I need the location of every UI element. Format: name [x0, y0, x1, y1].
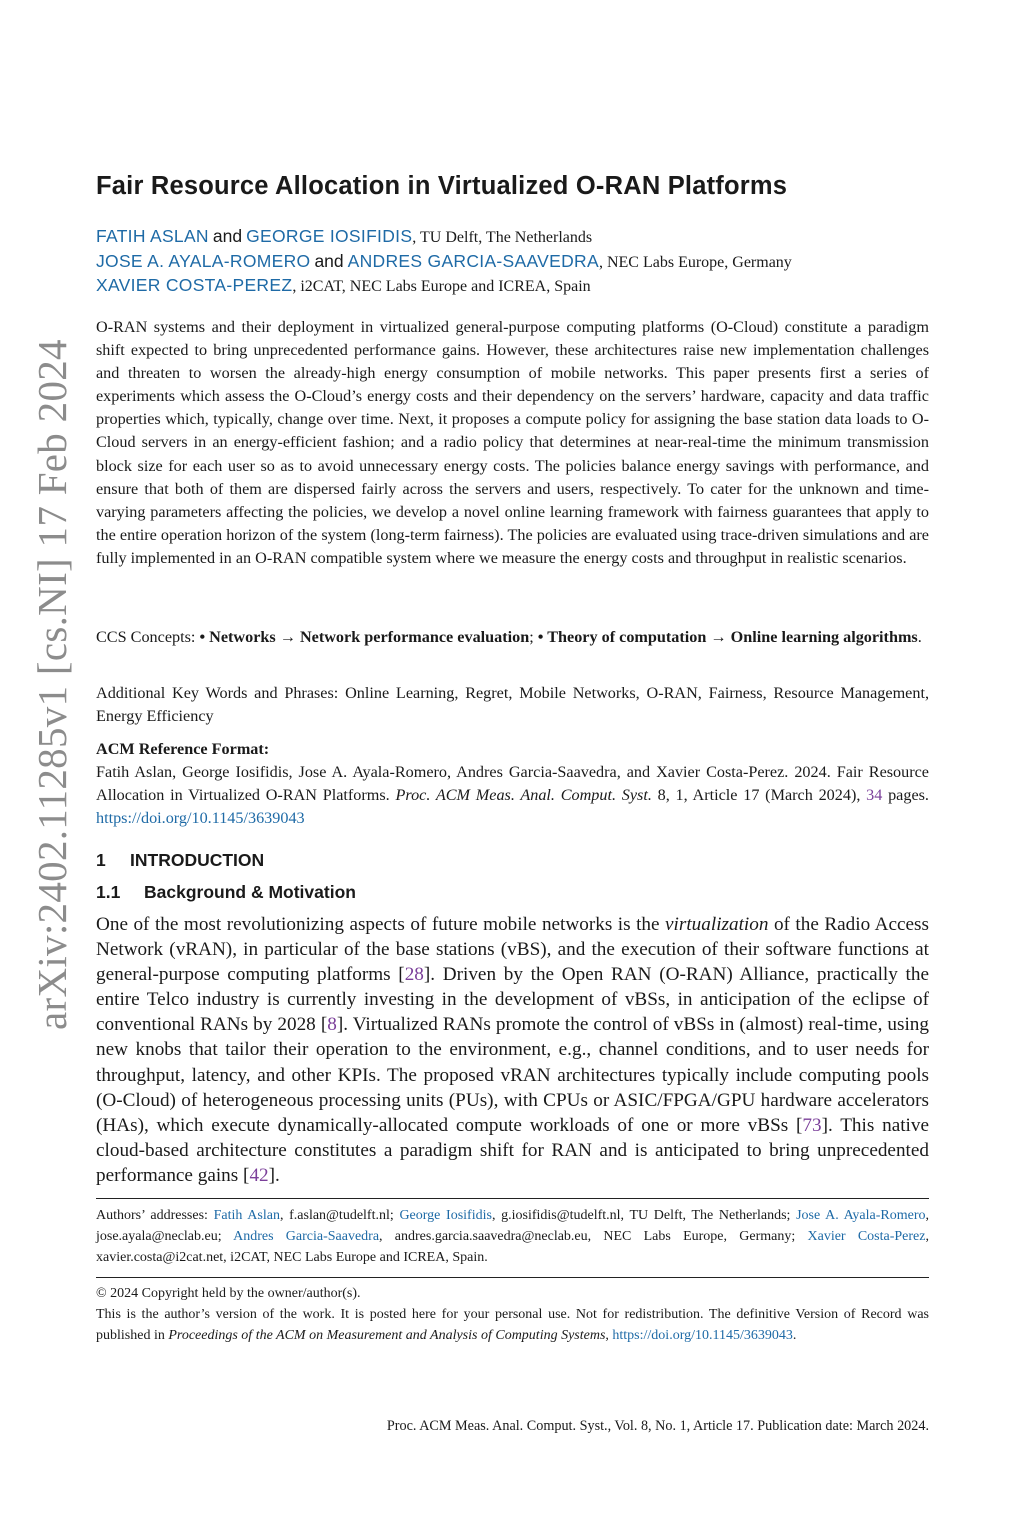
author-and: and [212, 226, 243, 246]
acm-reference-venue: Proc. ACM Meas. Anal. Comput. Syst. [395, 786, 652, 805]
ccs-concepts [96, 626, 929, 649]
ccs-item: • Theory of computation → Online learning algorithms [537, 628, 918, 646]
citation-link[interactable]: 73 [802, 1114, 822, 1136]
author-name-link[interactable]: JOSE A. AYALA-ROMERO [96, 250, 311, 271]
ccs-item: • Networks → Network performance evaluation [199, 628, 530, 646]
author-name-link[interactable]: GEORGE IOSIFIDIS [246, 226, 413, 246]
copyright-line: © 2024 Copyright held by the owner/author(s). [96, 1286, 361, 1301]
author-affiliation: , TU Delft, The Netherlands [412, 229, 593, 246]
address-text: , f.aslan@tudelft.nl; [279, 1208, 400, 1223]
section-number: 1 [96, 850, 106, 870]
citation-link[interactable]: 8 [327, 1014, 337, 1036]
author-address-link[interactable]: Fatih Aslan [213, 1208, 280, 1223]
intro-text: ]. Driven by the Open RAN (O-RAN) Alliance, practically the entire Telco industry is currently investing in the development of vBSs, in anticipation of the eclipse of conventional RANs by 2028 [ [96, 964, 929, 1036]
copyright-text: . [792, 1328, 797, 1343]
subsection-title: Background & Motivation [144, 882, 356, 902]
doi-link[interactable]: https://doi.org/10.1145/3639043 [612, 1328, 793, 1343]
abstract: O-RAN systems and their deployment in virtualized general-purpose computing platforms (O-Cloud) constitute a paradigm shift expected to bring unprecedented performance gains. However, these architectures raise new implementation challenges and threaten to worsen the already-high energy consumption of mobile networks. This paper presents first a series of experiments which assess the O-Cloud’s energy costs and their dependency on the servers’ hardware, capacity and data traffic properties which, typically, change over time. Next, it proposes a compute policy for assigning the base station data loads to O-Cloud servers in an energy-efficient fashion; and a radio policy that determines at near-real-time the minimum transmission block size for each user so as to avoid unnecessary energy costs. The policies balance energy savings with performance, and ensure that both of them are dispersed fairly across the servers and users, respectively. To cater for the unknown and time-varying parameters affecting the policies, we develop a novel online learning framework with fairness guarantees that apply to the entire operation horizon of the system (long-term fairness). The policies are evaluated using trace-driven simulations and are fully implemented in an O-RAN compatible system where we measure the energy costs and throughput in realistic scenarios. [96, 318, 929, 567]
ccs-separator: ; [529, 628, 538, 646]
copyright-notice [96, 1304, 929, 1346]
intro-paragraph [96, 912, 929, 1188]
author-line-3 [96, 273, 929, 298]
intro-text: ]. Virtualized RANs promote the control of vBSs in (almost) real-time, using new knobs that tailor their operation to the environment, e.g., channel conditions, and to user needs for throughput, latency, and other KPIs. The proposed vRAN architectures typically include computing pools (O-Cloud) of heterogeneous processing units (PUs), with CPUs or ASIC/FPGA/GPU hardware accelerators (HAs), which execute dynamically-allocated compute workloads of one or more vBSs [ [96, 1014, 929, 1136]
copyright-text: This is the author’s version of the work. It is posted here for your personal use. Not for redistribution. The definitive Version of Record was published in [96, 1307, 929, 1343]
page-footer: Proc. ACM Meas. Anal. Comput. Syst., Vol. 8, No. 1, Article 17. Publication date: March 2024. [386, 1418, 929, 1434]
authors-addresses [96, 1205, 929, 1268]
acm-reference-text: Fatih Aslan, George Iosifidis, Jose A. Ayala-Romero, Andres Garcia-Saavedra, and Xavier Costa-Perez. 2024. Fair Resource Allocation in Virtualized O-RAN Platforms. [96, 763, 929, 805]
paper-title: Fair Resource Allocation in Virtualized O-RAN Platforms [96, 172, 788, 200]
citation-link[interactable]: 42 [249, 1164, 269, 1186]
journal-name: Proceedings of the ACM on Measurement and Analysis of Computing Systems [168, 1328, 606, 1343]
subsection-number: 1.1 [96, 882, 121, 902]
intro-text: of the Radio Access Network (vRAN), in particular of the base stations (vBS), and the execution of their software functions at general-purpose computing platforms [ [96, 914, 929, 986]
author-affiliation: , i2CAT, NEC Labs Europe and ICREA, Spain [292, 278, 591, 295]
acm-reference [96, 761, 929, 830]
author-address-link[interactable]: Xavier Costa-Perez [807, 1229, 926, 1244]
intro-text: ]. [268, 1164, 280, 1186]
author-address-link[interactable]: George Iosifidis [399, 1208, 492, 1223]
acm-reference-text: pages. [882, 786, 929, 805]
author-name-link[interactable]: XAVIER COSTA-PEREZ [96, 275, 293, 295]
doi-link[interactable]: https://doi.org/10.1145/3639043 [96, 809, 305, 828]
section-heading [96, 850, 264, 871]
citation-link[interactable]: 28 [404, 964, 424, 986]
address-text: , jose.ayala@neclab.eu; [96, 1208, 930, 1244]
author-and: and [314, 250, 344, 271]
intro-text: ]. This native cloud-based architecture constitutes a paradigm shift for RAN and is anticipated to bring unprecedented performance gains [ [96, 1114, 929, 1186]
author-line-2 [96, 249, 929, 274]
author-address-link[interactable]: Andres Garcia-Saavedra [233, 1229, 380, 1244]
address-text: , andres.garcia.saavedra@neclab.eu, NEC Labs Europe, Germany; [379, 1229, 808, 1244]
author-name-link[interactable]: FATIH ASLAN [96, 226, 209, 246]
keywords: Additional Key Words and Phrases: Online Learning, Regret, Mobile Networks, O-RAN, Fairness, Resource Management, Energy Efficiency [96, 684, 929, 726]
address-text: , g.iosifidis@tudelft.nl, TU Delft, The Netherlands; [491, 1208, 797, 1223]
author-name-link[interactable]: ANDRES GARCIA-SAAVEDRA [347, 250, 599, 271]
intro-text: One of the most revolutionizing aspects of future mobile networks is the [96, 914, 666, 935]
ccs-label: CCS Concepts: [96, 628, 200, 646]
ccs-end: . [917, 628, 922, 646]
footnote-divider [96, 1198, 929, 1199]
author-affiliation: , NEC Labs Europe, Germany [598, 253, 792, 271]
author-address-link[interactable]: Jose A. Ayala-Romero [796, 1208, 926, 1223]
author-block [96, 224, 929, 298]
intro-emphasis: virtualization [665, 914, 769, 935]
author-line-1 [96, 224, 929, 249]
acm-reference-heading: ACM Reference Format: [96, 740, 270, 758]
addresses-label: Authors’ addresses: [96, 1208, 214, 1223]
address-text: , xavier.costa@i2cat.net, i2CAT, NEC Labs Europe and ICREA, Spain. [96, 1229, 929, 1265]
acm-reference-text: 8, 1, Article 17 (March 2024), [651, 786, 867, 805]
arxiv-stamp: arXiv:2402.11285v1 [cs.NI] 17 Feb 2024 [29, 339, 75, 1030]
subsection-heading [96, 882, 356, 903]
page-count-link[interactable]: 34 [866, 786, 883, 805]
copyright-text: , [605, 1328, 613, 1343]
section-title: INTRODUCTION [130, 850, 265, 870]
footnote-divider [96, 1277, 929, 1278]
